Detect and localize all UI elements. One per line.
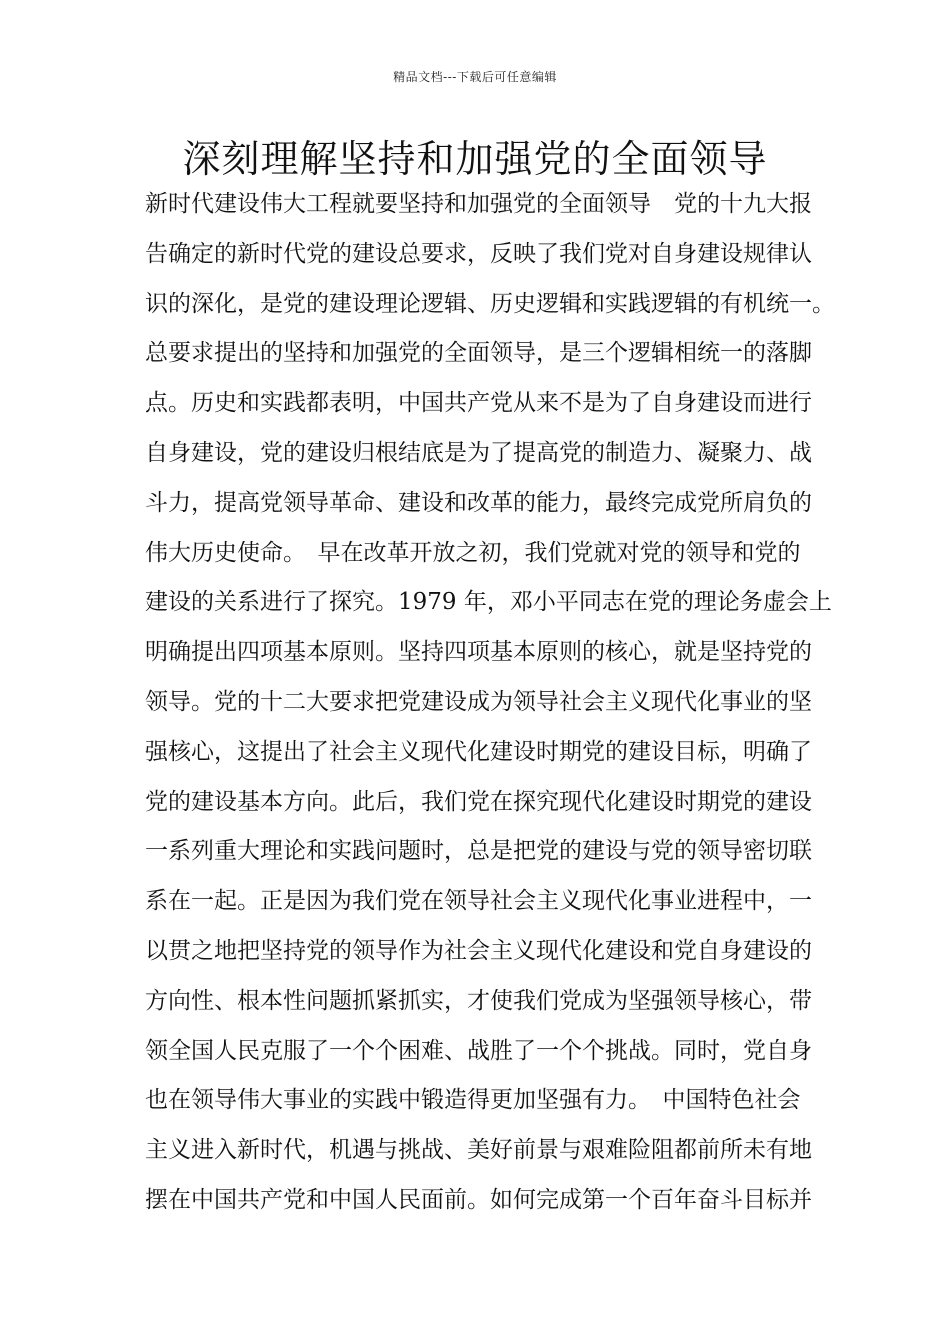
body-line: 摆在中国共产党和中国人民面前。如何完成第一个百年奋斗目标并 (145, 1186, 812, 1213)
body-line: 新时代建设伟大工程就要坚持和加强党的全面领导 党的十九大报 (145, 191, 812, 217)
body-line: 斗力，提高党领导革命、建设和改革的能力，最终完成党所肩负的 (145, 489, 812, 516)
body-line: 一系列重大理论和实践问题时，总是把党的建设与党的领导密切联 (145, 838, 812, 865)
body-line: 以贯之地把坚持党的领导作为社会主义现代化建设和党自身建设的 (145, 937, 812, 964)
body-line: 党的建设基本方向。此后，我们党在探究现代化建设时期党的建设 (145, 788, 812, 815)
body-line: 强核心，这提出了社会主义现代化建设时期党的建设目标，明确了 (145, 738, 812, 765)
body-line: 也在领导伟大事业的实践中锻造得更加坚强有力。 中国特色社会 (145, 1087, 801, 1114)
body-line: 总要求提出的坚持和加强党的全面领导，是三个逻辑相统一的落脚 (145, 340, 812, 367)
body-line: 明确提出四项基本原则。坚持四项基本原则的核心，就是坚持党的 (145, 639, 812, 666)
body-line: 伟大历史使命。 早在改革开放之初，我们党就对党的领导和党的 (145, 539, 801, 566)
body-line: 识的深化，是党的建设理论逻辑、历史逻辑和实践逻辑的有机统一。 (145, 290, 835, 317)
body-line: 点。历史和实践都表明，中国共产党从来不是为了自身建设而进行 (145, 390, 812, 417)
body-line: 领全国人民克服了一个个困难、战胜了一个个挑战。同时，党自身 (145, 1037, 812, 1064)
body-line: 主义进入新时代，机遇与挑战、美好前景与艰难险阻都前所未有地 (145, 1137, 812, 1164)
body-line: 领导。党的十二大要求把党建设成为领导社会主义现代化事业的坚 (145, 688, 812, 715)
body-line: 自身建设，党的建设归根结底是为了提高党的制造力、凝聚力、战 (145, 439, 812, 466)
body-line: 方向性、根本性问题抓紧抓实，才使我们党成为坚强领导核心，带 (145, 987, 812, 1014)
body-line: 建设的关系进行了探究。1979 年，邓小平同志在党的理论务虚会上 (145, 589, 832, 616)
body-line: 告确定的新时代党的建设总要求，反映了我们党对自身建设规律认 (145, 240, 812, 267)
document-title: 深刻理解坚持和加强党的全面领导 (182, 137, 768, 181)
header-note: 精品文档---下载后可任意编辑 (393, 70, 557, 84)
body-text (145, 180, 835, 1226)
body-line: 系在一起。正是因为我们党在领导社会主义现代化事业进程中，一 (145, 888, 812, 915)
